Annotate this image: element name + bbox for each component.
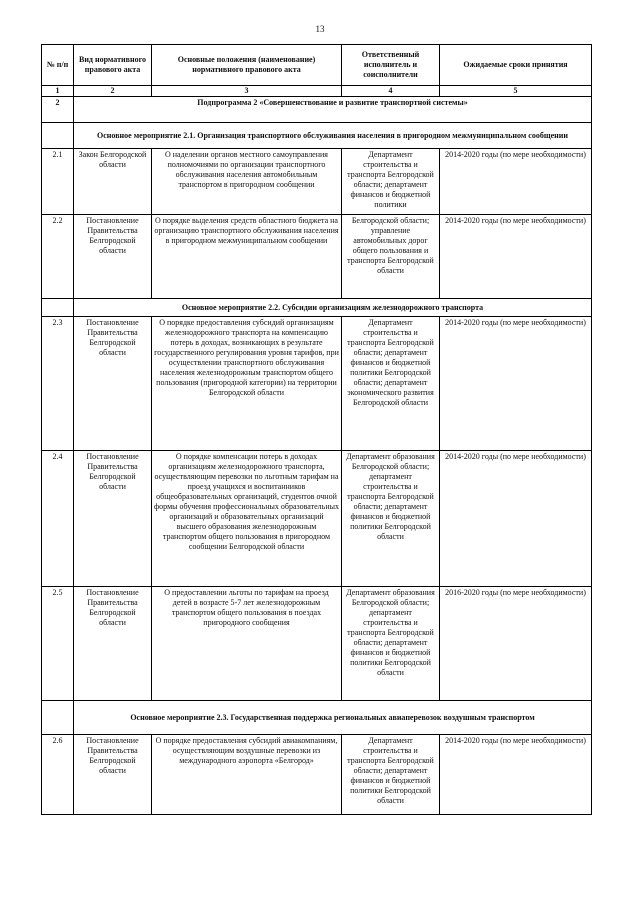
row-num: 2.3 (42, 317, 74, 451)
subprogram-title: Подпрограмма 2 «Совершенствование и развитие транспортной системы» (74, 97, 592, 123)
event-title-2-3: Основное мероприятие 2.3. Государственная поддержка региональных авиаперевозок воздушным транспортом (74, 701, 592, 735)
act-type: Постановление Правительства Белгородской области (74, 587, 152, 701)
column-number: 2 (74, 86, 152, 97)
empty-cell (42, 123, 74, 149)
act-content: О порядке компенсации потерь в доходах организациям железнодорожного транспорта, осуществляющим перевозки по льготным тарифам на проезд учащихся и воспитанников общеобразовательных организаций, студентов очной формы обучения профессиональных образовательных организаций и образовательных организаций высшего образования железнодорожным транспортом общего пользования в пригородном сообщении Белгородской области (152, 451, 342, 587)
act-content: О предоставлении льготы по тарифам на проезд детей в возрасте 5-7 лет железнодорожным транспортом общего пользования в поездах пригородного сообщения (152, 587, 342, 701)
row-num: 2.5 (42, 587, 74, 701)
event-row-2-3 (42, 701, 592, 735)
empty-cell (42, 299, 74, 317)
subprogram-num: 2 (42, 97, 74, 123)
act-content: О наделении органов местного самоуправления полномочиями по организации транспортного обслуживания населения автомобильным транспортом в пригородном сообщении (152, 149, 342, 215)
event-row-2-2 (42, 299, 592, 317)
table-row (42, 735, 592, 815)
column-number: 5 (440, 86, 592, 97)
act-term: 2016-2020 годы (по мере необходимости) (440, 587, 592, 701)
act-executor: Белгородской области; управление автомобильных дорог общего пользования и транспорта Белгородской области (342, 215, 440, 299)
column-number: 1 (42, 86, 74, 97)
header-executor: Ответственный исполнитель и соисполнители (342, 45, 440, 86)
act-term: 2014-2020 годы (по мере необходимости) (440, 735, 592, 815)
act-content: О порядке предоставления субсидий организациям железнодорожного транспорта на компенсацию потерь в доходах, возникающих в результате государственного регулирования уровня тарифов, при осуществлении транспортного обслуживания населения железнодорожным транспортом общего пользования (пригородной категории) на территории Белгородской области (152, 317, 342, 451)
act-executor: Департамент образования Белгородской области; департамент строительства и транспорта Белгородской области; департамент финансов и бюджетной политики Белгородской области (342, 587, 440, 701)
header-term: Ожидаемые сроки принятия (440, 45, 592, 86)
act-executor: Департамент строительства и транспорта Белгородской области; департамент финансов и бюджетной политики Белгородской области; департамент экономического развития Белгородской области (342, 317, 440, 451)
row-num: 2.6 (42, 735, 74, 815)
empty-cell (42, 701, 74, 735)
column-number: 3 (152, 86, 342, 97)
act-term: 2014-2020 годы (по мере необходимости) (440, 451, 592, 587)
column-number: 4 (342, 86, 440, 97)
table-row (42, 451, 592, 587)
table-row (42, 587, 592, 701)
row-num: 2.1 (42, 149, 74, 215)
table-row (42, 317, 592, 451)
event-row-2-1 (42, 123, 592, 149)
act-type: Постановление Правительства Белгородской области (74, 735, 152, 815)
column-numbers-row (42, 86, 592, 97)
act-type: Постановление Правительства Белгородской области (74, 215, 152, 299)
header-num: № п/п (42, 45, 74, 86)
act-executor: Департамент строительства и транспорта Белгородской области; департамент финансов и бюджетной политики (342, 149, 440, 215)
act-term: 2014-2020 годы (по мере необходимости) (440, 317, 592, 451)
act-type: Постановление Правительства Белгородской области (74, 451, 152, 587)
table-row (42, 149, 592, 215)
act-term: 2014-2020 годы (по мере необходимости) (440, 215, 592, 299)
act-content: О порядке выделения средств областного бюджета на организацию транспортного обслуживания населения в пригородном межмуниципальном сообщении (152, 215, 342, 299)
header-provisions: Основные положения (наименование) нормативного правового акта (152, 45, 342, 86)
row-num: 2.4 (42, 451, 74, 587)
table-header-row (42, 45, 592, 86)
act-executor: Департамент образования Белгородской области; департамент строительства и транспорта Белгородской области; департамент финансов и бюджетной политики Белгородской области (342, 451, 440, 587)
row-num: 2.2 (42, 215, 74, 299)
act-type: Закон Белгородской области (74, 149, 152, 215)
table-row (42, 215, 592, 299)
act-type: Постановление Правительства Белгородской области (74, 317, 152, 451)
act-executor: Департамент строительства и транспорта Белгородской области; департамент финансов и бюджетной политики Белгородской области (342, 735, 440, 815)
header-act-type: Вид нормативного правового акта (74, 45, 152, 86)
subprogram-row (42, 97, 592, 123)
event-title-2-2: Основное мероприятие 2.2. Субсидии организациям железнодорожного транспорта (74, 299, 592, 317)
act-term: 2014-2020 годы (по мере необходимости) (440, 149, 592, 215)
regulatory-acts-table (41, 44, 592, 815)
event-title-2-1: Основное мероприятие 2.1. Организация транспортного обслуживания населения в пригородном межмуниципальном сообщении (74, 123, 592, 149)
act-content: О порядке предоставления субсидий авиакомпаниям, осуществляющим воздушные перевозки из международного аэропорта «Белгород» (152, 735, 342, 815)
page-number: 13 (315, 24, 325, 34)
